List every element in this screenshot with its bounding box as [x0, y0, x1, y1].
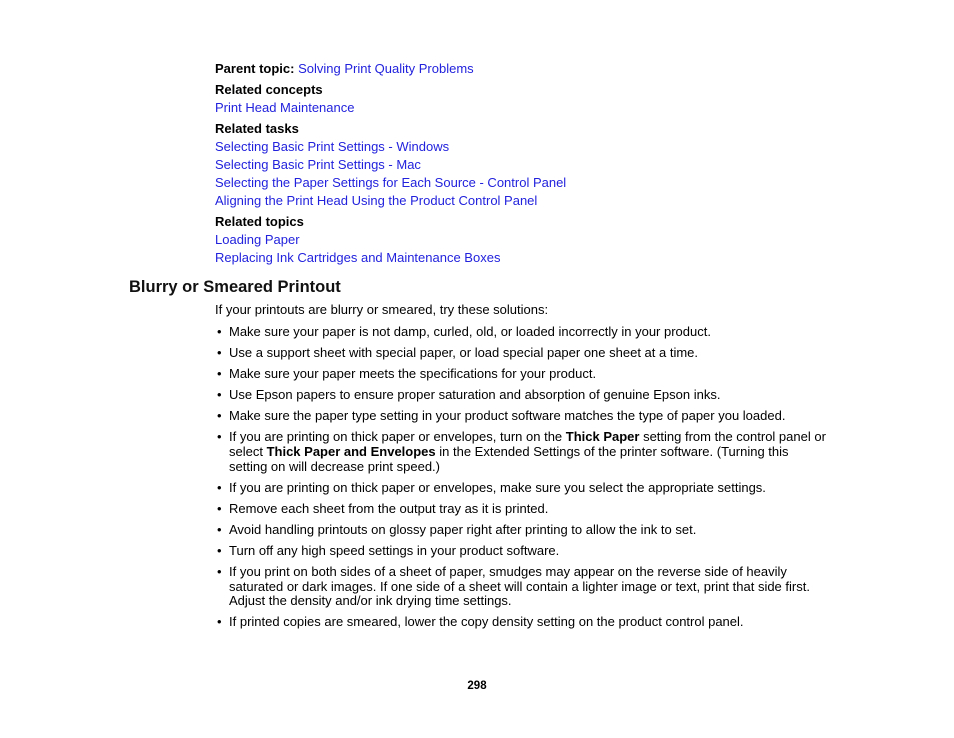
list-item-text: Make sure your paper meets the specifications for your product. [229, 366, 597, 382]
list-item [216, 615, 830, 630]
parent-topic-link[interactable]: Solving Print Quality Problems [298, 61, 474, 76]
emphasized-text: Thick Paper [565, 429, 640, 445]
list-item [216, 544, 830, 559]
solutions-list [216, 325, 830, 637]
related-heading: Related tasks [215, 121, 299, 136]
list-item-text: Use a support sheet with special paper, or load special paper one sheet at a time. [229, 345, 699, 361]
list-item-text: Use Epson papers to ensure proper saturation and absorption of genuine Epson inks. [229, 387, 721, 403]
related-link[interactable]: Selecting the Paper Settings for Each Source - Control Panel [215, 175, 567, 190]
list-item [216, 409, 830, 424]
list-item-text: Make sure your paper is not damp, curled, old, or loaded incorrectly in your product. [229, 324, 711, 339]
related-link[interactable]: Print Head Maintenance [215, 100, 355, 115]
list-item-text: Remove each sheet from the output tray as it is printed. [229, 500, 549, 516]
list-item [216, 325, 830, 340]
intro-text: If your printouts are blurry or smeared, try these solutions: [215, 302, 549, 317]
list-item [216, 430, 830, 474]
related-link[interactable]: Loading Paper [215, 232, 300, 247]
list-item [216, 346, 830, 361]
related-heading: Related topics [215, 214, 304, 229]
page-number: 298 [467, 680, 487, 692]
list-item-text: If you print on both sides of a sheet of paper, smudges may appear on the reverse side of heavily saturated or dark images. If one side of a sheet will contain a lighter image or text, print that side first. Adjust the density and/or ink drying time settings. [229, 564, 810, 609]
list-item [216, 367, 830, 382]
list-item [216, 388, 830, 403]
related-link[interactable]: Replacing Ink Cartridges and Maintenance Boxes [215, 250, 501, 265]
list-item-text: Turn off any high speed settings in your product software. [229, 543, 560, 559]
related-sections [215, 81, 566, 267]
list-item-text: setting from the control panel or select [229, 429, 826, 460]
parent-topic-line [215, 60, 566, 78]
related-link[interactable]: Selecting Basic Print Settings - Mac [215, 157, 421, 172]
list-item-text: If you are printing on thick paper or envelopes, make sure you select the appropriate settings. [229, 479, 766, 495]
related-links-block [215, 60, 566, 267]
list-item-text: Make sure the paper type setting in your product software matches the type of paper you loaded. [229, 408, 786, 424]
list-item-text: If printed copies are smeared, lower the copy density setting on the product control panel. [229, 614, 744, 630]
list-item-text: If you are printing on thick paper or envelopes, turn on the [229, 429, 566, 445]
list-item [216, 481, 830, 496]
list-item [216, 565, 830, 609]
related-link[interactable]: Aligning the Print Head Using the Product Control Panel [215, 193, 538, 208]
list-item [216, 502, 830, 517]
section-title: Blurry or Smeared Printout [129, 278, 341, 296]
related-link[interactable]: Selecting Basic Print Settings - Windows [215, 139, 450, 154]
list-item-text: in the Extended Settings of the printer software. (Turning this setting on will decrease print speed.) [229, 444, 789, 474]
related-heading: Related concepts [215, 82, 323, 97]
parent-topic-label: Parent topic: [215, 61, 295, 76]
list-item [216, 523, 830, 538]
list-item-text: Avoid handling printouts on glossy paper right after printing to allow the ink to set. [229, 521, 697, 537]
emphasized-text: Thick Paper and Envelopes [266, 444, 436, 460]
